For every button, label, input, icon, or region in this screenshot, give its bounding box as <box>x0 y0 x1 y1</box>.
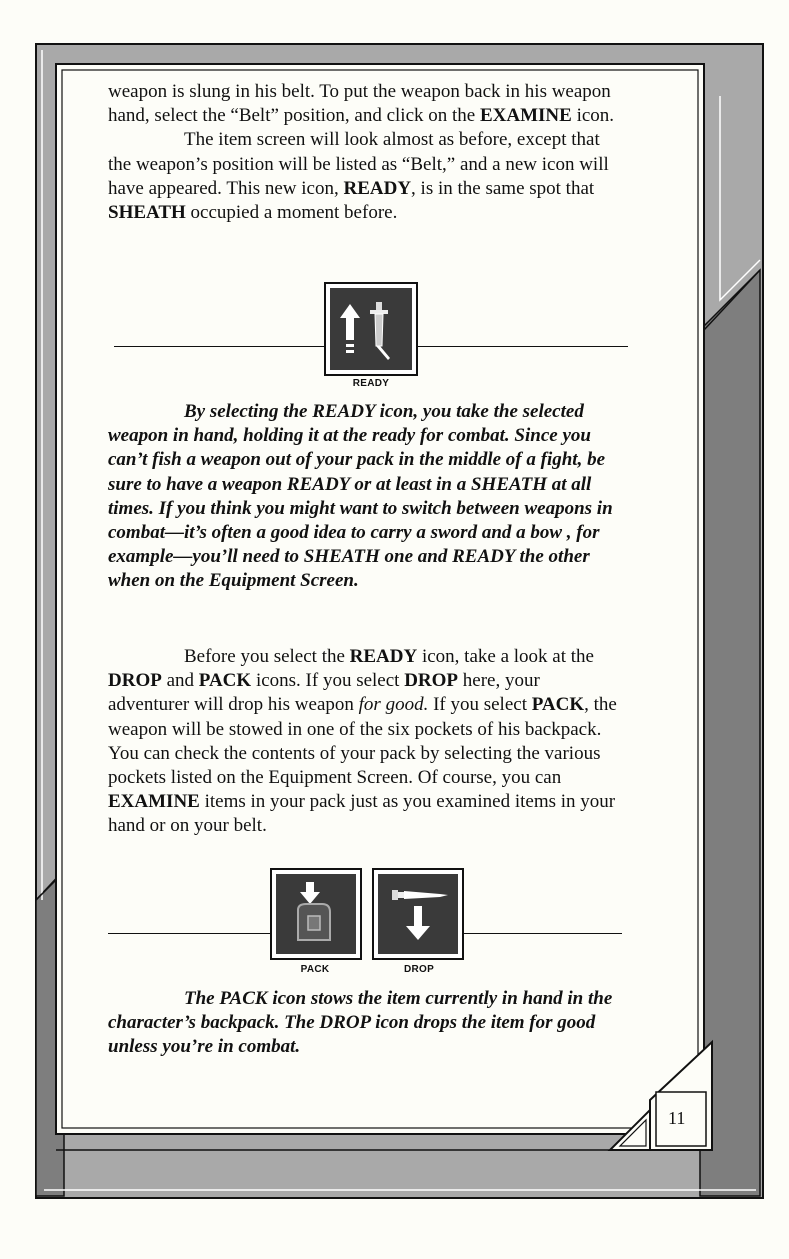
text-run: weapon is slung in his belt. To put the weapon back in his weapon hand, select the “Belt” position, and click on the <box>108 81 611 127</box>
text-run: , the weapon will be stowed in one of the six pockets of his backpack. You can check the contents of your pack by selecting the various pockets listed on the Equipment Screen. Of course, you can <box>108 694 617 789</box>
bold-term: PACK <box>531 694 585 716</box>
caption-2-block <box>108 987 624 1060</box>
text-run: , is in the same spot that <box>411 177 595 199</box>
drop-icon <box>378 874 458 954</box>
bold-term: READY <box>349 646 418 667</box>
bold-term: DROP <box>108 670 162 692</box>
text-run: The item screen will look almost as before, except that the weapon’s position will be listed as “Belt,” and a new icon will have appeared. This new icon, <box>108 129 609 199</box>
text-run: Before you select the <box>184 646 350 667</box>
text-run: icons. If you select <box>251 670 405 692</box>
bold-term: PACK <box>198 670 252 692</box>
paragraph-2 <box>108 128 624 225</box>
paragraph-3 <box>108 645 624 839</box>
figure-rule-left <box>108 933 272 934</box>
bold-term: EXAMINE <box>108 791 200 813</box>
drop-icon-box <box>372 868 464 960</box>
caption-1-block <box>108 400 624 594</box>
text-run: and <box>161 670 199 692</box>
bold-term: DROP <box>404 670 459 692</box>
figure-rule-right <box>462 933 622 934</box>
pack-icon-box <box>270 868 362 960</box>
ready-icon <box>324 282 418 376</box>
text-run: icon. <box>571 105 615 127</box>
caption-1: By selecting the READY icon, you take the selected weapon in hand, holding it at the ready for combat. Since you can’t fish a weapon out of your pack in the middle of a fight, be sure to have a weapon READY or at least in a SHEATH at all times. If you think you might want to switch between weapons in combat—it’s often a good idea to carry a sword and a bow , for example—you’ll need to SHEATH one and READY the other when on the Equipment Screen. <box>108 401 613 592</box>
text-run: here, your adventurer will drop his weapon <box>108 670 540 716</box>
pack-icon-label: PACK <box>300 964 330 975</box>
text-run: occupied a moment before. <box>185 202 398 224</box>
bold-term: EXAMINE <box>479 105 572 127</box>
figure-rule-right <box>416 346 628 347</box>
ready-sword-icon <box>330 288 412 370</box>
page-content <box>108 80 624 225</box>
pack-icon <box>276 874 356 954</box>
text-run: icon, take a look at the <box>417 646 594 667</box>
figure-rule-left <box>114 346 326 347</box>
ready-icon-label: READY <box>352 378 390 389</box>
text-run: If you select <box>428 694 532 716</box>
page-number: 11 <box>668 1108 686 1128</box>
italic-term: for good. <box>358 694 429 716</box>
paragraph-3-block <box>108 645 624 839</box>
bold-term: READY <box>343 177 412 199</box>
text-run: items in your pack just as you examined items in your hand or on your belt. <box>108 791 616 837</box>
caption-2: The PACK icon stows the item currently in hand in the character’s backpack. The DROP icon drops the item for good unless you’re in combat. <box>108 988 613 1058</box>
paragraph-1 <box>108 80 624 128</box>
drop-icon-label: DROP <box>403 964 435 975</box>
bold-term: SHEATH <box>108 202 186 224</box>
